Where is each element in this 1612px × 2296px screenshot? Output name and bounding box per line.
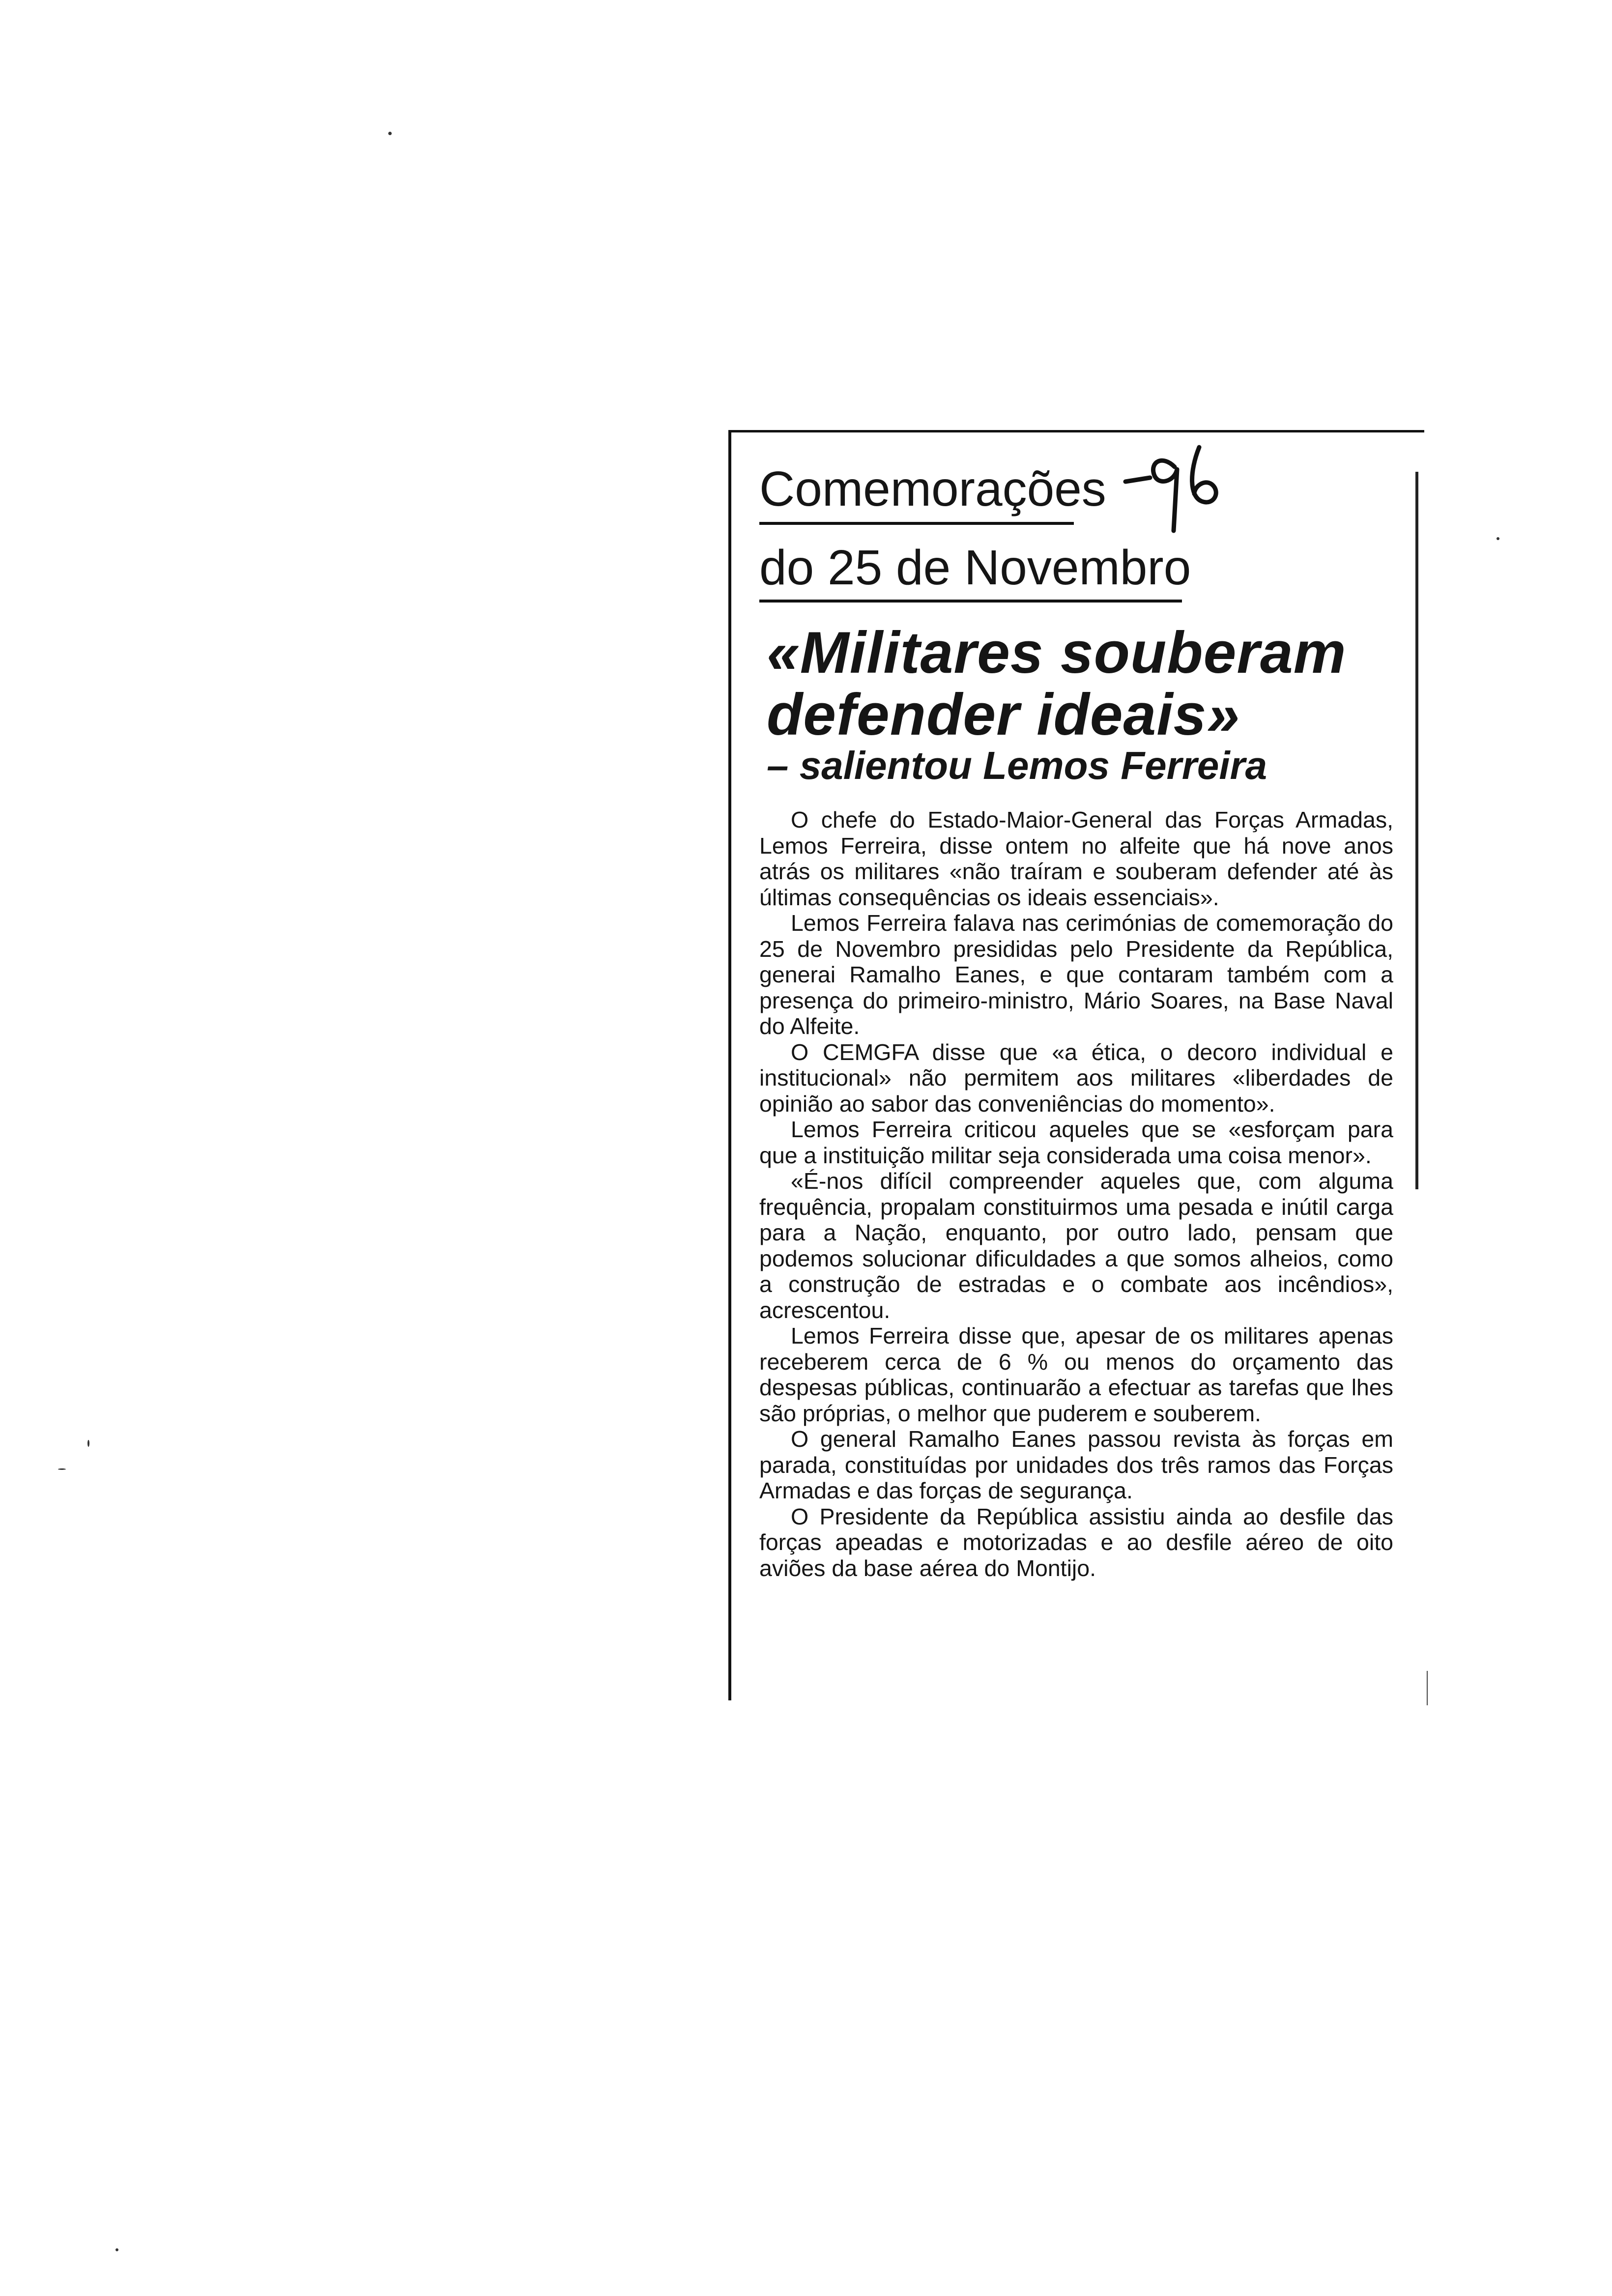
headline-line-2: defender ideais» xyxy=(767,682,1240,747)
paragraph-8: O Presidente da República assistiu ainda ao desfile das forças apeadas e motorizadas e ao desfile aéreo de oito aviões da base aérea do Montijo. xyxy=(759,1503,1393,1581)
handwritten-number-mark xyxy=(1116,432,1263,550)
subheadline: – salientou Lemos Ferreira xyxy=(767,744,1267,787)
paragraph-4: Lemos Ferreira criticou aqueles que se «esforçam para que a instituição militar seja considerada uma coisa menor». xyxy=(759,1117,1393,1168)
paragraph-3: O CEMGFA disse que «a ética, o decoro individual e institucional» não permitem aos militares «liberdades de opinião ao sabor das conveniências do momento». xyxy=(759,1039,1393,1117)
kicker-underline-2 xyxy=(759,600,1182,603)
headline-line-1: «Militares souberam xyxy=(767,620,1347,686)
paragraph-5: «É-nos difícil compreender aqueles que, com alguma frequência, propalam constituirmos uma pesada e inútil carga para a Nação, enquanto, por outro lado, pensam que podemos solucionar dificuldades a que somos alheios, como a construção de estradas e o combate aos incêndios», acrescentou. xyxy=(759,1168,1393,1323)
kicker-line-2: do 25 de Novembro xyxy=(759,540,1191,595)
scan-speck xyxy=(87,1440,89,1447)
clipping-right-edge-fragment xyxy=(1427,1671,1428,1705)
scan-speck xyxy=(388,132,392,135)
scan-speck xyxy=(58,1468,66,1470)
headline xyxy=(767,622,1346,746)
paragraph-1: O chefe do Estado-Maior-General das Forças Armadas, Lemos Ferreira, disse ontem no alfeite que há nove anos atrás os militares «não traíram e souberam defender até às últimas consequências os ideais essenciais». xyxy=(759,807,1393,910)
scan-speck xyxy=(115,2248,118,2251)
scan-speck xyxy=(1497,537,1499,540)
article-body xyxy=(759,807,1393,1581)
kicker-underline-1 xyxy=(759,522,1074,525)
paragraph-7: O general Ramalho Eanes passou revista às forças em parada, constituídas por unidades dos três ramos das Forças Armadas e das forças de segurança. xyxy=(759,1426,1393,1503)
paragraph-6: Lemos Ferreira disse que, apesar de os militares apenas receberem cerca de 6 % ou menos do orçamento das despesas públicas, continuarão a efectuar as tarefas que lhes são próprias, o melhor que puderem e souberem. xyxy=(759,1323,1393,1426)
paragraph-2: Lemos Ferreira falava nas cerimónias de comemoração do 25 de Novembro presididas pelo Presidente da República, generai Ramalho Eanes, e que contaram também com a presença do primeiro-ministro, Mário Soares, na Base Naval do Alfeite. xyxy=(759,910,1393,1039)
kicker-line-1: Comemorações xyxy=(759,461,1106,517)
clipping-right-edge xyxy=(1415,472,1418,1189)
